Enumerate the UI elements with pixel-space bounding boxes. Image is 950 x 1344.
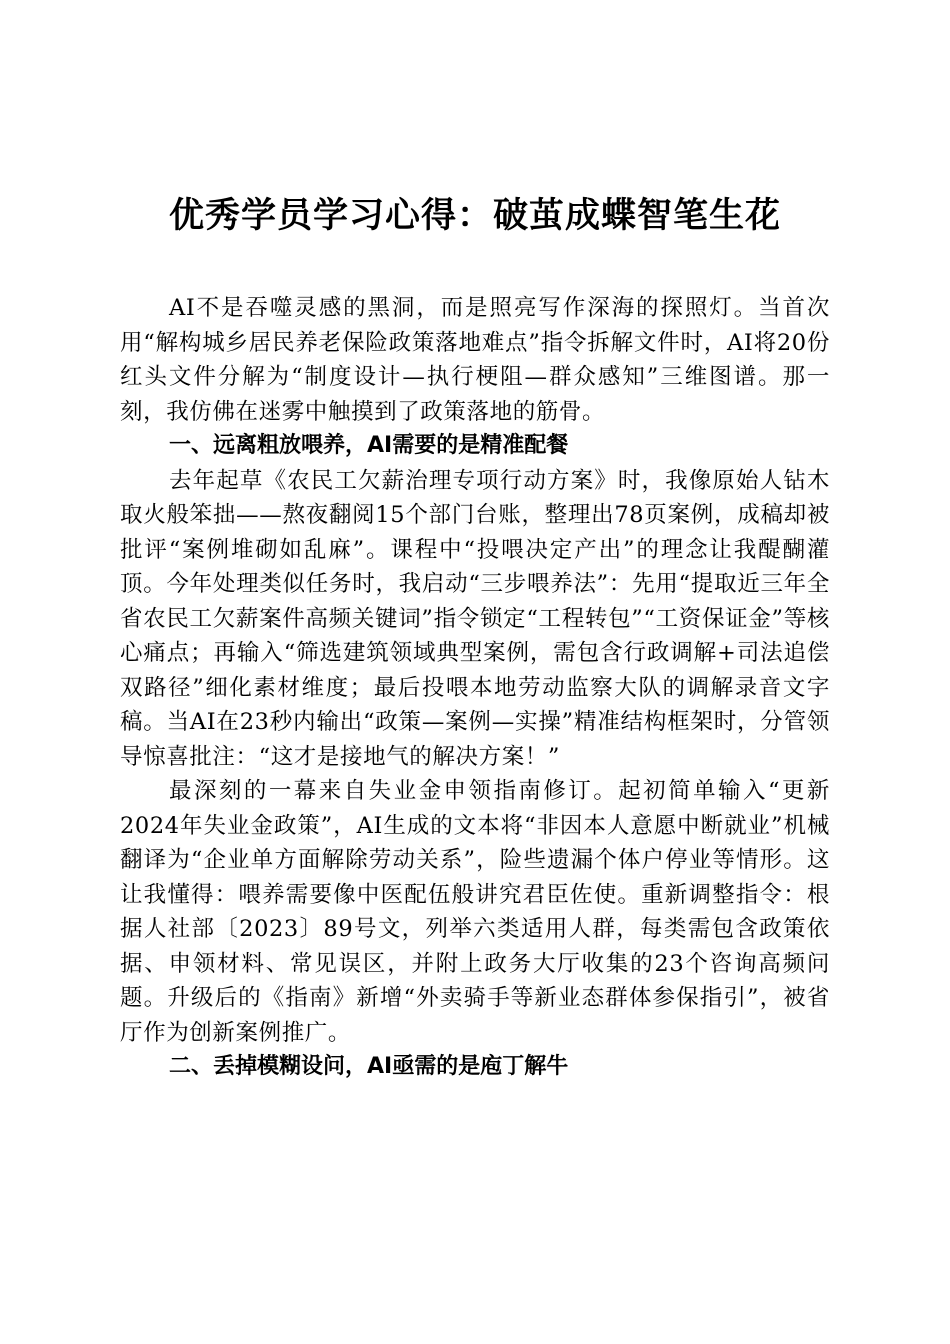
document-title: 优秀学员学习心得：破茧成蝶智笔生花 (168, 195, 781, 236)
section-1-paragraph-1: 去年起草《农民工欠薪治理专项行动方案》时，我像原始人钻木取火般笨拙——熬夜翻阅15个部门台账，整理出78页案例，成稿却被批评“案例堆砌如乱麻”。课程中“投喂决定产出”的理念让我醍醐灌顶。今年处理类似任务时，我启动“三步喂养法”：先用“提取近三年全省农民工欠薪案件高频关键词”指令锁定“工程转包”“工资保证金”等核心痛点；再输入“筛选建筑领域典型案例，需包含行政调解+司法追偿双路径”细化素材维度；最后投喂本地劳动监察大队的调解录音文字稿。当AI在23秒内输出“政策—案例—实操”精准结构框架时，分管领导惊喜批注：“这才是接地气的解决方案！” (120, 467, 830, 770)
section-1-paragraph-2: 最深刻的一幕来自失业金申领指南修订。起初简单输入“更新2024年失业金政策”，AI生成的文本将“非因本人意愿中断就业”机械翻译为“企业单方面解除劳动关系”，险些遗漏个体户停业等情形。这让我懂得：喂养需要像中医配伍般讲究君臣佐使。重新调整指令：根据人社部〔2023〕89号文，列举六类适用人群，每类需包含政策依据、申领材料、常见误区，并附上政务大厅收集的23个咨询高频问题。升级后的《指南》新增“外卖骑手等新业态群体参保指引”，被省厅作为创新案例推广。 (120, 778, 830, 1046)
intro-paragraph: AI不是吞噬灵感的黑洞，而是照亮写作深海的探照灯。当首次用“解构城乡居民养老保险政策落地难点”指令拆解文件时，AI将20份红头文件分解为“制度设计—执行梗阻—群众感知”三维图谱。那一刻，我仿佛在迷雾中触摸到了政策落地的筋骨。 (120, 295, 830, 425)
section-heading-1: 一、远离粗放喂养，AI需要的是精准配餐 (169, 433, 569, 458)
document-body (120, 291, 830, 1085)
section-heading-2: 二、丢掉模糊设问，AI亟需的是庖丁解牛 (169, 1054, 569, 1079)
